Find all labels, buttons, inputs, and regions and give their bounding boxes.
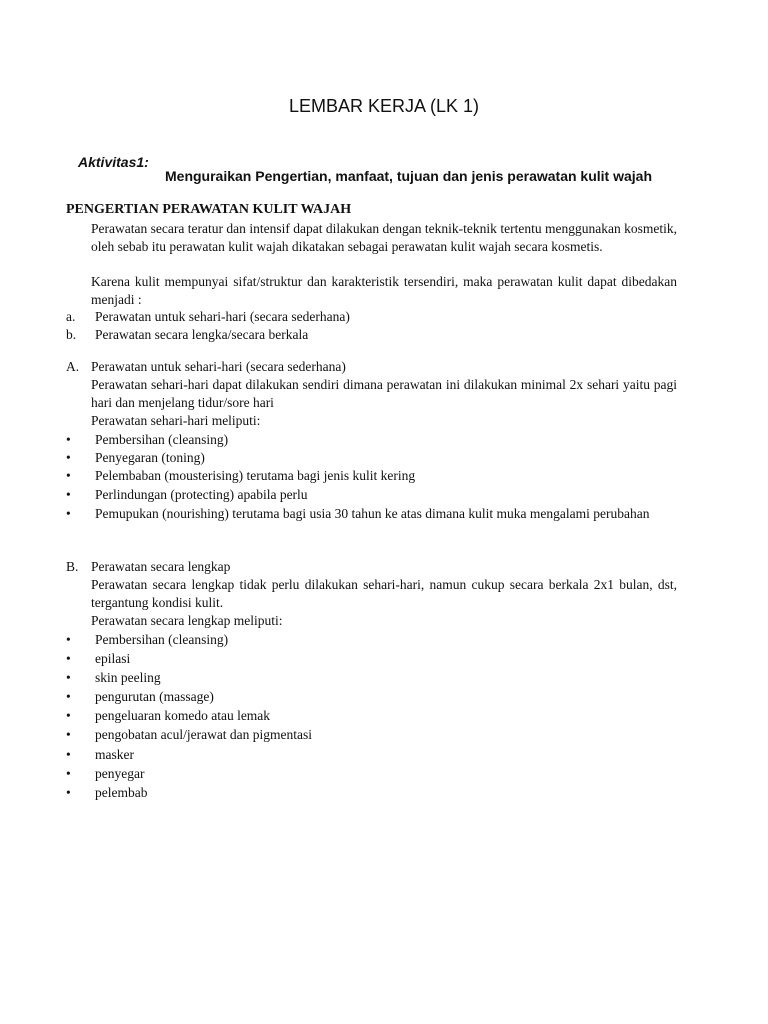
bullet-icon: • [66, 689, 71, 705]
list-item-text: Pembersihan (cleansing) [95, 432, 229, 447]
bullet-icon: • [66, 727, 71, 743]
list-item [66, 649, 678, 668]
section-a-heading-row [66, 358, 678, 376]
list-item [66, 505, 678, 523]
list-item [66, 431, 678, 449]
section-b-heading-text: Perawatan secara lengkap [91, 559, 231, 574]
list-marker: b. [66, 327, 77, 343]
list-item-text: Pelembaban (mousterising) terutama bagi jenis kulit kering [95, 468, 416, 484]
page-title: LEMBAR KERJA (LK 1) [288, 96, 480, 116]
activity-title: Menguraikan Pengertian, manfaat, tujuan dan jenis perawatan kulit wajah [165, 168, 652, 184]
section-a-marker: A. [66, 359, 80, 374]
list-item [66, 486, 678, 504]
list-item [66, 764, 678, 783]
list-item [66, 745, 678, 764]
list-item-text: skin peeling [95, 670, 161, 686]
list-item [66, 630, 678, 649]
section-a-paragraph-2: Perawatan sehari-hari meliputi: [91, 413, 261, 428]
list-item [66, 449, 678, 467]
list-item-text: pengurutan (massage) [95, 689, 214, 705]
list-item [66, 308, 678, 326]
bullet-icon: • [66, 670, 71, 686]
activity-label: Aktivitas1: [78, 154, 149, 170]
list-item [66, 326, 678, 344]
list-item-text: Pembersihan (cleansing) [95, 632, 229, 647]
section-b-heading [66, 558, 678, 576]
bullet-icon: • [66, 746, 71, 762]
bullet-icon: • [66, 784, 71, 800]
list-item-text: Penyegaran (toning) [95, 450, 205, 466]
bullet-icon: • [66, 486, 71, 502]
bullet-icon: • [66, 651, 71, 667]
section-a-heading [66, 358, 678, 376]
list-item-text: pelembab [95, 784, 148, 800]
section-a-heading-text: Perawatan untuk sehari-hari (secara sederhana) [91, 359, 346, 374]
section-b-marker: B. [66, 559, 79, 574]
section-a-paragraph-1: Perawatan sehari-hari dapat dilakukan sendiri dimana perawatan ini dilakukan minimal 2x sehari yaitu pagi hari dan menjelang tidur/sore hari [91, 377, 677, 411]
list-item [66, 725, 678, 744]
list-marker: a. [66, 309, 76, 324]
list-item-text: epilasi [95, 651, 131, 667]
bullet-icon: • [66, 632, 71, 647]
section-b-paragraph-1: Perawatan secara lengkap tidak perlu dilakukan sehari-hari, namun cukup secara berkala 2x1 bulan, dst, tergantung kondisi kulit. [91, 577, 677, 611]
section-b-bullet-list [66, 630, 678, 802]
list-item [66, 706, 678, 725]
bullet-icon: • [66, 450, 71, 466]
list-item-text: Pemupukan (nourishing) terutama bagi usia 30 tahun ke atas dimana kulit muka mengalami perubahan [95, 505, 650, 521]
list-item [66, 467, 678, 485]
list-item-text: Perlindungan (protecting) apabila perlu [95, 486, 308, 502]
list-item [66, 668, 678, 687]
bullet-icon: • [66, 765, 71, 781]
intro-list [66, 308, 678, 344]
list-item-text: Perawatan untuk sehari-hari (secara sederhana) [95, 309, 350, 324]
intro-paragraph-1: Perawatan secara teratur dan intensif dapat dilakukan dengan teknik-teknik tertentu menggunakan kosmetik, oleh sebab itu perawatan kulit wajah dikatakan sebagai perawatan kulit wajah secara kosmetis. [91, 221, 677, 255]
section-b-paragraph-2: Perawatan secara lengkap meliputi: [91, 613, 283, 628]
list-item-text: masker [95, 746, 134, 762]
bullet-icon: • [66, 505, 71, 521]
section-a-bullet-list [66, 431, 678, 523]
list-item [66, 687, 678, 706]
bullet-icon: • [66, 708, 71, 724]
section-heading: PENGERTIAN PERAWATAN KULIT WAJAH [66, 202, 352, 217]
bullet-icon: • [66, 468, 71, 484]
bullet-icon: • [66, 432, 71, 447]
list-item-text: penyegar [95, 765, 145, 781]
list-item-text: pengobatan acul/jerawat dan pigmentasi [95, 727, 313, 743]
section-b-heading-row [66, 558, 678, 576]
list-item-text: pengeluaran komedo atau lemak [95, 708, 271, 724]
list-item-text: Perawatan secara lengka/secara berkala [95, 327, 309, 343]
list-item [66, 783, 678, 802]
intro-paragraph-2: Karena kulit mempunyai sifat/struktur dan karakteristik tersendiri, maka perawatan kulit dapat dibedakan menjadi : [91, 274, 677, 308]
